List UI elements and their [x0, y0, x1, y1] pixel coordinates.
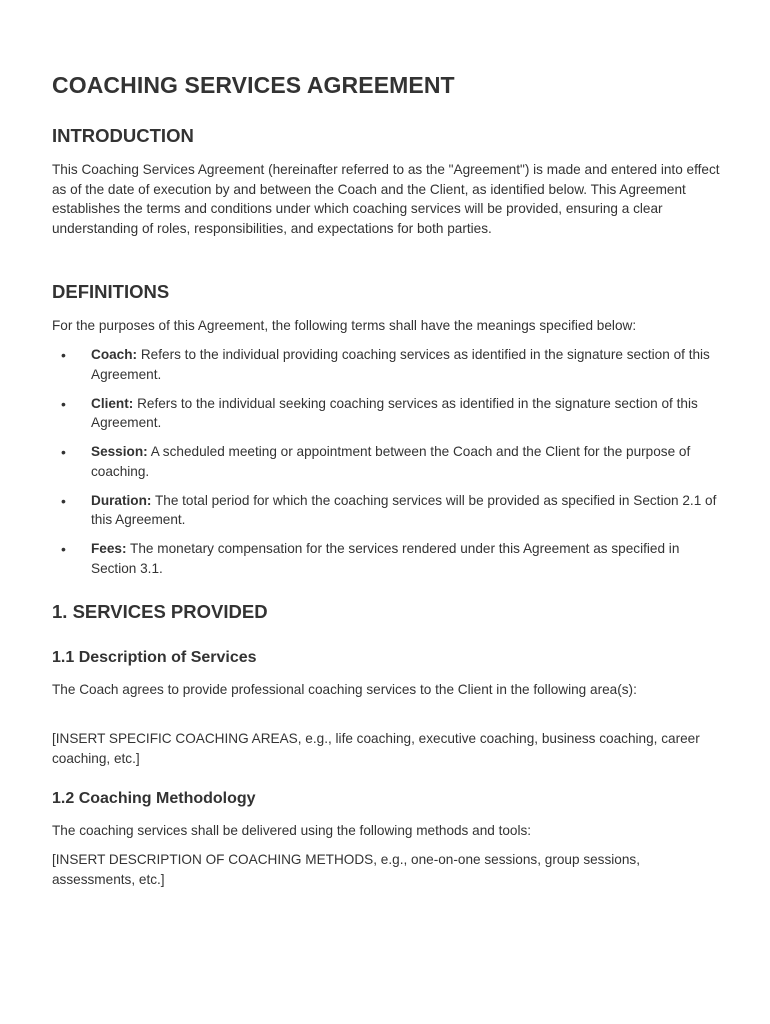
definitions-lead: For the purposes of this Agreement, the following terms shall have the meanings specified below: [52, 318, 637, 333]
definitions-heading: DEFINITIONS [52, 281, 170, 302]
bullet-icon: • [61, 541, 66, 557]
definition-item-duration [52, 491, 722, 530]
definition-item-client [52, 394, 722, 433]
introduction-paragraph: This Coaching Services Agreement (hereinafter referred to as the "Agreement") is made and entered into effect as of the date of execution by and between the Coach and the Client, as identified below. This Agreement establishes the terms and conditions under which coaching services will be provided, ensuring a clear understanding of roles, responsibilities, and expectations for both parties. [52, 162, 720, 236]
definition-item-fees [52, 539, 722, 578]
definition-text: A scheduled meeting or appointment between the Coach and the Client for the purpose of coaching. [91, 444, 691, 479]
description-heading: 1.1 Description of Services [52, 649, 257, 666]
definition-item-coach [52, 345, 722, 384]
definition-term: Coach: [91, 347, 138, 362]
definition-term: Session: [91, 444, 148, 459]
description-paragraph: The Coach agrees to provide professional coaching services to the Client in the following area(s): [52, 682, 637, 697]
definition-term: Client: [91, 395, 134, 411]
definition-text: Refers to the individual seeking coaching services as identified in the signature section of this Agreement. [91, 395, 698, 430]
definition-term: Duration: [91, 492, 152, 508]
document-title: COACHING SERVICES AGREEMENT [52, 72, 455, 98]
definition-item-session [52, 442, 722, 481]
definition-text: The monetary compensation for the services rendered under this Agreement as specified in Section 3.1. [91, 541, 680, 576]
coaching-methods-placeholder: [INSERT DESCRIPTION OF COACHING METHODS, e.g., one-on-one sessions, group sessions, assessments, etc.] [52, 852, 640, 887]
introduction-heading: INTRODUCTION [52, 125, 194, 146]
definitions-list [52, 345, 722, 588]
definition-term: Fees: [91, 541, 127, 556]
coaching-areas-placeholder: [INSERT SPECIFIC COACHING AREAS, e.g., life coaching, executive coaching, business coaching, career coaching, etc.] [52, 731, 700, 766]
bullet-icon: • [61, 492, 66, 509]
methodology-paragraph: The coaching services shall be delivered using the following methods and tools: [52, 823, 532, 838]
bullet-icon: • [61, 444, 66, 460]
bullet-icon: • [61, 347, 66, 363]
services-heading: 1. SERVICES PROVIDED [52, 601, 268, 622]
definition-text: The total period for which the coaching services will be provided as specified in Section 2.1 of this Agreement. [91, 492, 717, 527]
definition-text: Refers to the individual providing coaching services as identified in the signature section of this Agreement. [91, 347, 710, 382]
methodology-heading: 1.2 Coaching Methodology [52, 790, 256, 807]
bullet-icon: • [61, 395, 66, 412]
